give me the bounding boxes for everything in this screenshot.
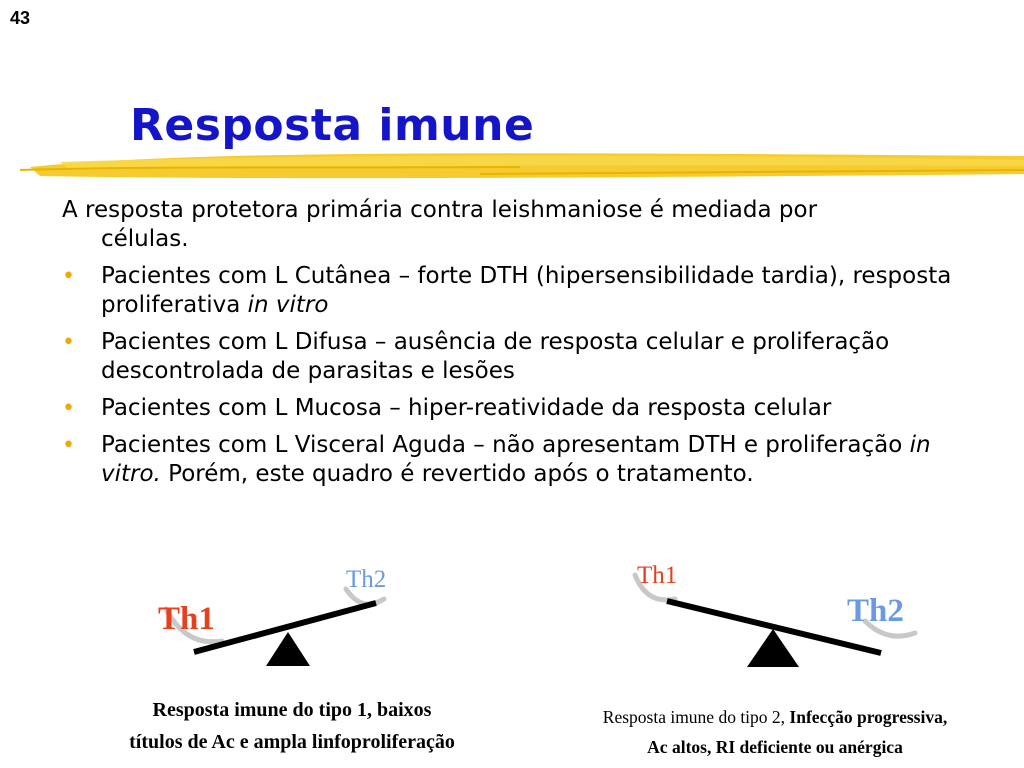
bullet-item [62, 262, 982, 320]
caption-type1 [72, 694, 512, 758]
bullet-icon: • [62, 264, 75, 289]
intro-paragraph [62, 196, 982, 254]
bullet-text-after: Porém, este quadro é revertido após o tratamento. [160, 461, 754, 487]
caption-type1-line2: títulos de Ac e ampla linfoproliferação [129, 731, 455, 753]
bullet-italic: in vitro. [101, 432, 931, 487]
bullet-text: Pacientes com L Mucosa – hiper-reatividade da resposta celular [101, 395, 832, 421]
caption-type2-line1-plain: Resposta imune do tipo 2, [602, 707, 790, 727]
th1-label: Th1 [637, 562, 678, 589]
bullet-icon: • [62, 330, 75, 355]
caption-type2-line1-bold: Infecção progressiva, [789, 707, 948, 727]
bullet-text: Pacientes com L Visceral Aguda – não apresentam DTH e proliferação [101, 432, 910, 458]
caption-type2-line2: Ac altos, RI deficiente ou anérgica [647, 737, 903, 757]
slide-number: 43 [10, 8, 31, 28]
bullet-item [62, 328, 982, 386]
bullet-icon: • [62, 396, 75, 421]
bullet-icon: • [62, 433, 75, 458]
seesaw-fulcrum-icon [747, 629, 799, 667]
caption-type2 [528, 702, 1022, 762]
slide-body [62, 196, 982, 497]
intro-line-1: A resposta protetora primária contra leishmaniose é mediada por [62, 197, 818, 223]
th1-label: Th1 [158, 601, 215, 637]
bullet-text: Pacientes com L Cutânea – forte DTH (hipersensibilidade tardia), resposta proliferativa [101, 263, 952, 318]
intro-line-2: células. [101, 226, 189, 252]
seesaw-right-diagram [625, 555, 925, 680]
bullet-item [62, 394, 982, 423]
bullet-item [62, 431, 982, 489]
slide-title: Resposta imune [130, 100, 535, 151]
th2-label: Th2 [346, 566, 387, 593]
th2-label: Th2 [847, 593, 904, 629]
seesaw-fulcrum-icon [266, 632, 310, 666]
seesaw-left-diagram [150, 555, 430, 680]
bullet-italic: in vitro [247, 292, 329, 318]
bullet-text: Pacientes com L Difusa – ausência de resposta celular e proliferação descontrolada de parasitas e lesões [101, 329, 890, 384]
caption-type1-line1: Resposta imune do tipo 1, baixos [152, 699, 432, 721]
